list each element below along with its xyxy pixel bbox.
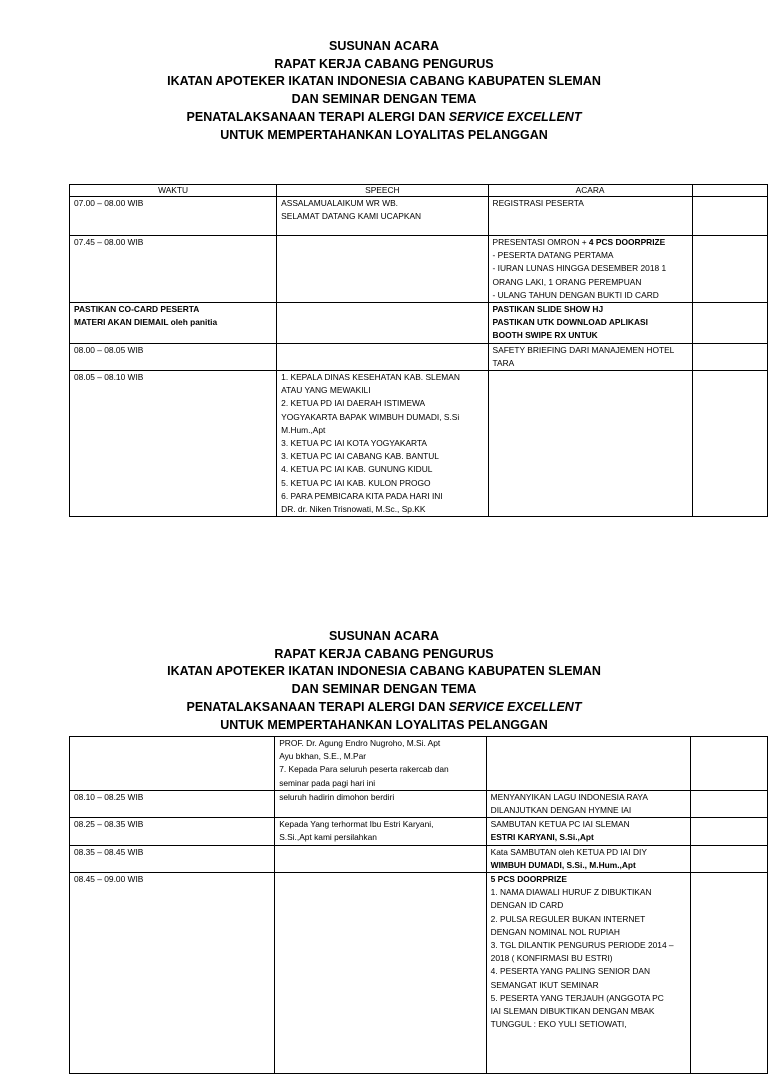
table-row: [70, 371, 768, 517]
cell-line: [493, 289, 688, 302]
cell-empty: [692, 371, 767, 517]
header-line: SUSUNAN ACARA: [329, 629, 439, 643]
cell-text: 08.35 – 08.45 WIB: [74, 846, 144, 857]
cell-text: 07.45 – 08.00 WIB: [74, 237, 144, 247]
cell-line: [281, 411, 483, 424]
cell-empty: [692, 343, 767, 370]
cell-text: 5. KETUA PC IAI KAB. KULON PROGO: [281, 477, 431, 488]
column-header: WAKTU: [70, 185, 277, 197]
header-line: UNTUK MEMPERTAHANKAN LOYALITAS PELANGGAN: [220, 127, 548, 142]
cell-line: [279, 777, 481, 790]
cell-line: [281, 450, 483, 463]
cell-text: REGISTRASI PESERTA: [492, 198, 584, 208]
cell-line: [491, 791, 686, 804]
cell-line: [281, 437, 483, 450]
cell-line: [493, 357, 688, 370]
column-header: [692, 185, 767, 197]
cell-text: 08.25 – 08.35 WIB: [74, 819, 144, 830]
cell-text: PASTIKAN CO-CARD PESERTA: [74, 304, 200, 315]
cell-line: [491, 913, 686, 926]
cell-text: SEMANGAT IKUT SEMINAR: [490, 979, 599, 990]
cell-text: 08.00 – 08.05 WIB: [74, 344, 144, 355]
cell-acara: [488, 197, 692, 236]
cell-empty: [691, 845, 768, 872]
cell-acara: [488, 343, 692, 370]
cell-text: SAMBUTAN KETUA PC IAI SLEMAN: [490, 819, 630, 830]
cell-line: [491, 831, 686, 844]
cell-line: [491, 886, 686, 899]
cell-text: 5 PCS DOORPRIZE: [490, 874, 567, 885]
header-line: DAN SEMINAR DENGAN TEMA: [291, 92, 477, 107]
cell-text: SELAMAT DATANG KAMI UCAPKAN: [281, 211, 422, 222]
table-row: [70, 873, 768, 1074]
cell-text: PASTIKAN UTK DOWNLOAD APLIKASI: [492, 317, 648, 328]
column-header: SPEECH: [277, 185, 488, 197]
cell-text: Ayu bkhan, S.E., M.Par: [279, 751, 367, 762]
table-row: [70, 818, 768, 845]
cell-text: DENGAN ID CARD: [490, 900, 564, 911]
cell-text: 2. KETUA PD IAI DAERAH ISTIMEWA: [281, 398, 426, 409]
header-line: SUSUNAN ACARA: [329, 39, 439, 53]
cell-line: [281, 503, 483, 516]
table-row: [70, 303, 768, 344]
cell-line: [493, 276, 688, 289]
header-line: DAN SEMINAR DENGAN TEMA: [291, 682, 477, 697]
cell-text: 4. KETUA PC IAI KAB. GUNUNG KIDUL: [281, 464, 433, 475]
cell-line: [279, 791, 481, 804]
cell-line: [279, 737, 481, 750]
cell-text: 08.10 – 08.25 WIB: [74, 791, 144, 802]
cell-acara: [486, 737, 690, 791]
cell-text: PASTIKAN SLIDE SHOW HJ: [492, 304, 604, 315]
cell-text: 6. PARA PEMBICARA KITA PADA HARI INI: [281, 490, 443, 501]
cell-speech: [275, 845, 486, 872]
cell-text: SAFETY BRIEFING DARI MANAJEMEN HOTEL: [492, 344, 675, 355]
cell-line: [491, 965, 686, 978]
cell-speech: [277, 236, 488, 303]
cell-text: IAI SLEMAN DIBUKTIKAN DENGAN MBAK: [490, 1006, 655, 1017]
cell-waktu: [70, 818, 275, 845]
cell-text: 08.45 – 09.00 WIB: [74, 874, 144, 885]
cell-text: DENGAN NOMINAL NOL RUPIAH: [490, 926, 620, 937]
cell-line: [74, 818, 270, 831]
cell-text: WIMBUH DUMADI, S.Si., M.Hum.,Apt: [490, 859, 636, 870]
cell-text: DILANJUTKAN DENGAN HYMNE IAI: [490, 805, 632, 816]
cell-empty: [692, 303, 767, 344]
cell-text: 7. Kepada Para seluruh peserta rakercab dan: [279, 764, 449, 775]
table-row: [70, 737, 768, 791]
cell-waktu: [70, 737, 275, 791]
cell-line: [493, 262, 688, 275]
cell-text: ORANG LAKI, 1 ORANG PEREMPUAN: [492, 276, 642, 287]
header-theme-line: [0, 109, 768, 127]
cell-text: TARA: [492, 357, 515, 368]
cell-line: [491, 926, 686, 939]
cell-waktu: [70, 790, 275, 817]
cell-waktu: [70, 236, 277, 303]
cell-text: 5. PESERTA YANG TERJAUH (ANGGOTA PC: [490, 992, 664, 1003]
cell-speech: [275, 818, 486, 845]
cell-line: [491, 1018, 686, 1031]
cell-line: [279, 818, 481, 831]
cell-line: [491, 818, 686, 831]
cell-text: YOGYAKARTA BAPAK WIMBUH DUMADI, S.Si: [281, 411, 460, 422]
cell-speech: [275, 737, 486, 791]
cell-text: PRESENTASI OMRON +: [492, 237, 589, 247]
cell-acara: [486, 790, 690, 817]
schedule-table: [69, 736, 768, 1074]
cell-text: ASSALAMUALAIKUM WR WB.: [281, 198, 398, 208]
cell-text: Kepada Yang terhormat Ibu Estri Karyani,: [279, 819, 434, 830]
cell-line: [493, 236, 688, 249]
cell-text: 2. PULSA REGULER BUKAN INTERNET: [490, 913, 646, 924]
cell-line: [281, 197, 483, 210]
cell-line: [491, 899, 686, 912]
cell-line: [279, 763, 481, 776]
cell-line: [281, 371, 483, 384]
cell-line: [491, 804, 686, 817]
cell-text: TUNGGUL : EKO YULI SETIOWATI,: [490, 1019, 627, 1030]
cell-line: [74, 791, 270, 804]
cell-acara: [486, 845, 690, 872]
cell-line: [491, 846, 686, 859]
cell-empty: [691, 818, 768, 845]
cell-line: [281, 477, 483, 490]
cell-text: seminar pada pagi hari ini: [279, 777, 376, 788]
cell-empty: [692, 197, 767, 236]
cell-line: [493, 344, 688, 357]
cell-text: 3. KETUA PC IAI KOTA YOGYAKARTA: [281, 438, 428, 449]
document-header: [0, 38, 768, 144]
cell-line: [493, 249, 688, 262]
cell-acara: [488, 303, 692, 344]
cell-text: BOOTH SWIPE RX UNTUK: [492, 330, 598, 341]
cell-line: [491, 873, 686, 886]
cell-text: 2018 ( KONFIRMASI BU ESTRI): [490, 953, 613, 964]
table-row: [70, 790, 768, 817]
cell-line: [491, 952, 686, 965]
cell-line: [491, 1005, 686, 1018]
table-row: [70, 197, 768, 236]
cell-text: M.Hum.,Apt: [281, 424, 326, 435]
cell-line: [493, 197, 688, 210]
cell-line: [491, 979, 686, 992]
cell-line: [491, 859, 686, 872]
document-header: [0, 628, 768, 734]
header-line: RAPAT KERJA CABANG PENGURUS: [274, 646, 494, 661]
cell-speech: [277, 371, 488, 517]
cell-line: [74, 316, 272, 329]
cell-text: 1. KEPALA DINAS KESEHATAN KAB. SLEMAN: [281, 372, 460, 383]
cell-text: PROF. Dr. Agung Endro Nugroho, M.Si. Apt: [279, 738, 441, 748]
schedule-table: [69, 184, 768, 517]
cell-line: [74, 197, 272, 210]
cell-empty: [692, 236, 767, 303]
header-line: RAPAT KERJA CABANG PENGURUS: [274, 56, 494, 71]
cell-waktu: [70, 197, 277, 236]
cell-speech: [277, 303, 488, 344]
cell-line: [281, 424, 483, 437]
column-header: ACARA: [488, 185, 692, 197]
cell-acara: [488, 371, 692, 517]
cell-text: - PESERTA DATANG PERTAMA: [492, 250, 614, 261]
cell-line: [281, 463, 483, 476]
cell-waktu: [70, 343, 277, 370]
theme-text: PENATALAKSANAAN TERAPI ALERGI DAN: [186, 699, 449, 714]
cell-text: ESTRI KARYANI, S.Si.,Apt: [490, 832, 594, 843]
cell-text: - IURAN LUNAS HINGGA DESEMBER 2018 1: [492, 263, 667, 274]
cell-text: 3. KETUA PC IAI CABANG KAB. BANTUL: [281, 451, 439, 462]
table-header-row: [70, 185, 768, 197]
cell-text: seluruh hadirin dimohon berdiri: [279, 791, 395, 802]
cell-text: ATAU YANG MEWAKILI: [281, 385, 371, 396]
cell-line: [74, 303, 272, 316]
table-row: [70, 343, 768, 370]
cell-text: MENYANYIKAN LAGU INDONESIA RAYA: [490, 791, 648, 802]
cell-speech: [277, 343, 488, 370]
cell-empty: [691, 790, 768, 817]
cell-speech: [275, 790, 486, 817]
cell-line: [493, 329, 688, 342]
cell-speech: [277, 197, 488, 236]
cell-text: 08.05 – 08.10 WIB: [74, 372, 144, 383]
theme-italic-text: SERVICE EXCELLENT: [448, 699, 582, 714]
cell-line: [279, 750, 481, 763]
cell-text: 07.00 – 08.00 WIB: [74, 198, 144, 208]
table-row: [70, 236, 768, 303]
cell-acara: [486, 873, 690, 1074]
cell-waktu: [70, 845, 275, 872]
cell-line: [281, 384, 483, 397]
cell-line: [279, 831, 481, 844]
header-line: IKATAN APOTEKER IKATAN INDONESIA CABANG KABUPATEN SLEMAN: [167, 74, 601, 89]
cell-line: [493, 303, 688, 316]
cell-line: [74, 236, 272, 249]
header-theme-line: [0, 699, 768, 717]
cell-line: [74, 371, 272, 384]
cell-text: 3. TGL DILANTIK PENGURUS PERIODE 2014 –: [490, 940, 674, 951]
cell-text: MATERI AKAN DIEMAIL oleh panitia: [74, 317, 218, 328]
cell-acara: [488, 236, 692, 303]
cell-text: DR. dr. Niken Trisnowati, M.Sc., Sp.KK: [281, 504, 426, 515]
cell-waktu: [70, 303, 277, 344]
cell-text: 4 PCS DOORPRIZE: [588, 237, 666, 247]
cell-speech: [275, 873, 486, 1074]
cell-acara: [486, 818, 690, 845]
cell-line: [281, 490, 483, 503]
cell-text: - ULANG TAHUN DENGAN BUKTI ID CARD: [492, 289, 659, 300]
cell-text: Kata SAMBUTAN oleh KETUA PD IAI DIY: [490, 846, 647, 857]
theme-italic-text: SERVICE EXCELLENT: [448, 109, 582, 124]
header-line: IKATAN APOTEKER IKATAN INDONESIA CABANG KABUPATEN SLEMAN: [167, 664, 601, 679]
cell-empty: [691, 737, 768, 791]
cell-line: [74, 873, 270, 886]
cell-line: [74, 344, 272, 357]
cell-line: [281, 210, 483, 223]
cell-empty: [691, 873, 768, 1074]
cell-line: [281, 397, 483, 410]
theme-text: PENATALAKSANAAN TERAPI ALERGI DAN: [186, 109, 449, 124]
cell-line: [491, 992, 686, 1005]
cell-waktu: [70, 371, 277, 517]
header-line: UNTUK MEMPERTAHANKAN LOYALITAS PELANGGAN: [220, 717, 548, 732]
cell-text: S.Si.,Apt kami persilahkan: [279, 832, 377, 843]
cell-line: [493, 316, 688, 329]
cell-line: [491, 939, 686, 952]
cell-waktu: [70, 873, 275, 1074]
cell-text: 1. NAMA DIAWALI HURUF Z DIBUKTIKAN: [490, 887, 652, 898]
table-row: [70, 845, 768, 872]
cell-text: 4. PESERTA YANG PALING SENIOR DAN: [490, 966, 650, 977]
cell-line: [74, 846, 270, 859]
